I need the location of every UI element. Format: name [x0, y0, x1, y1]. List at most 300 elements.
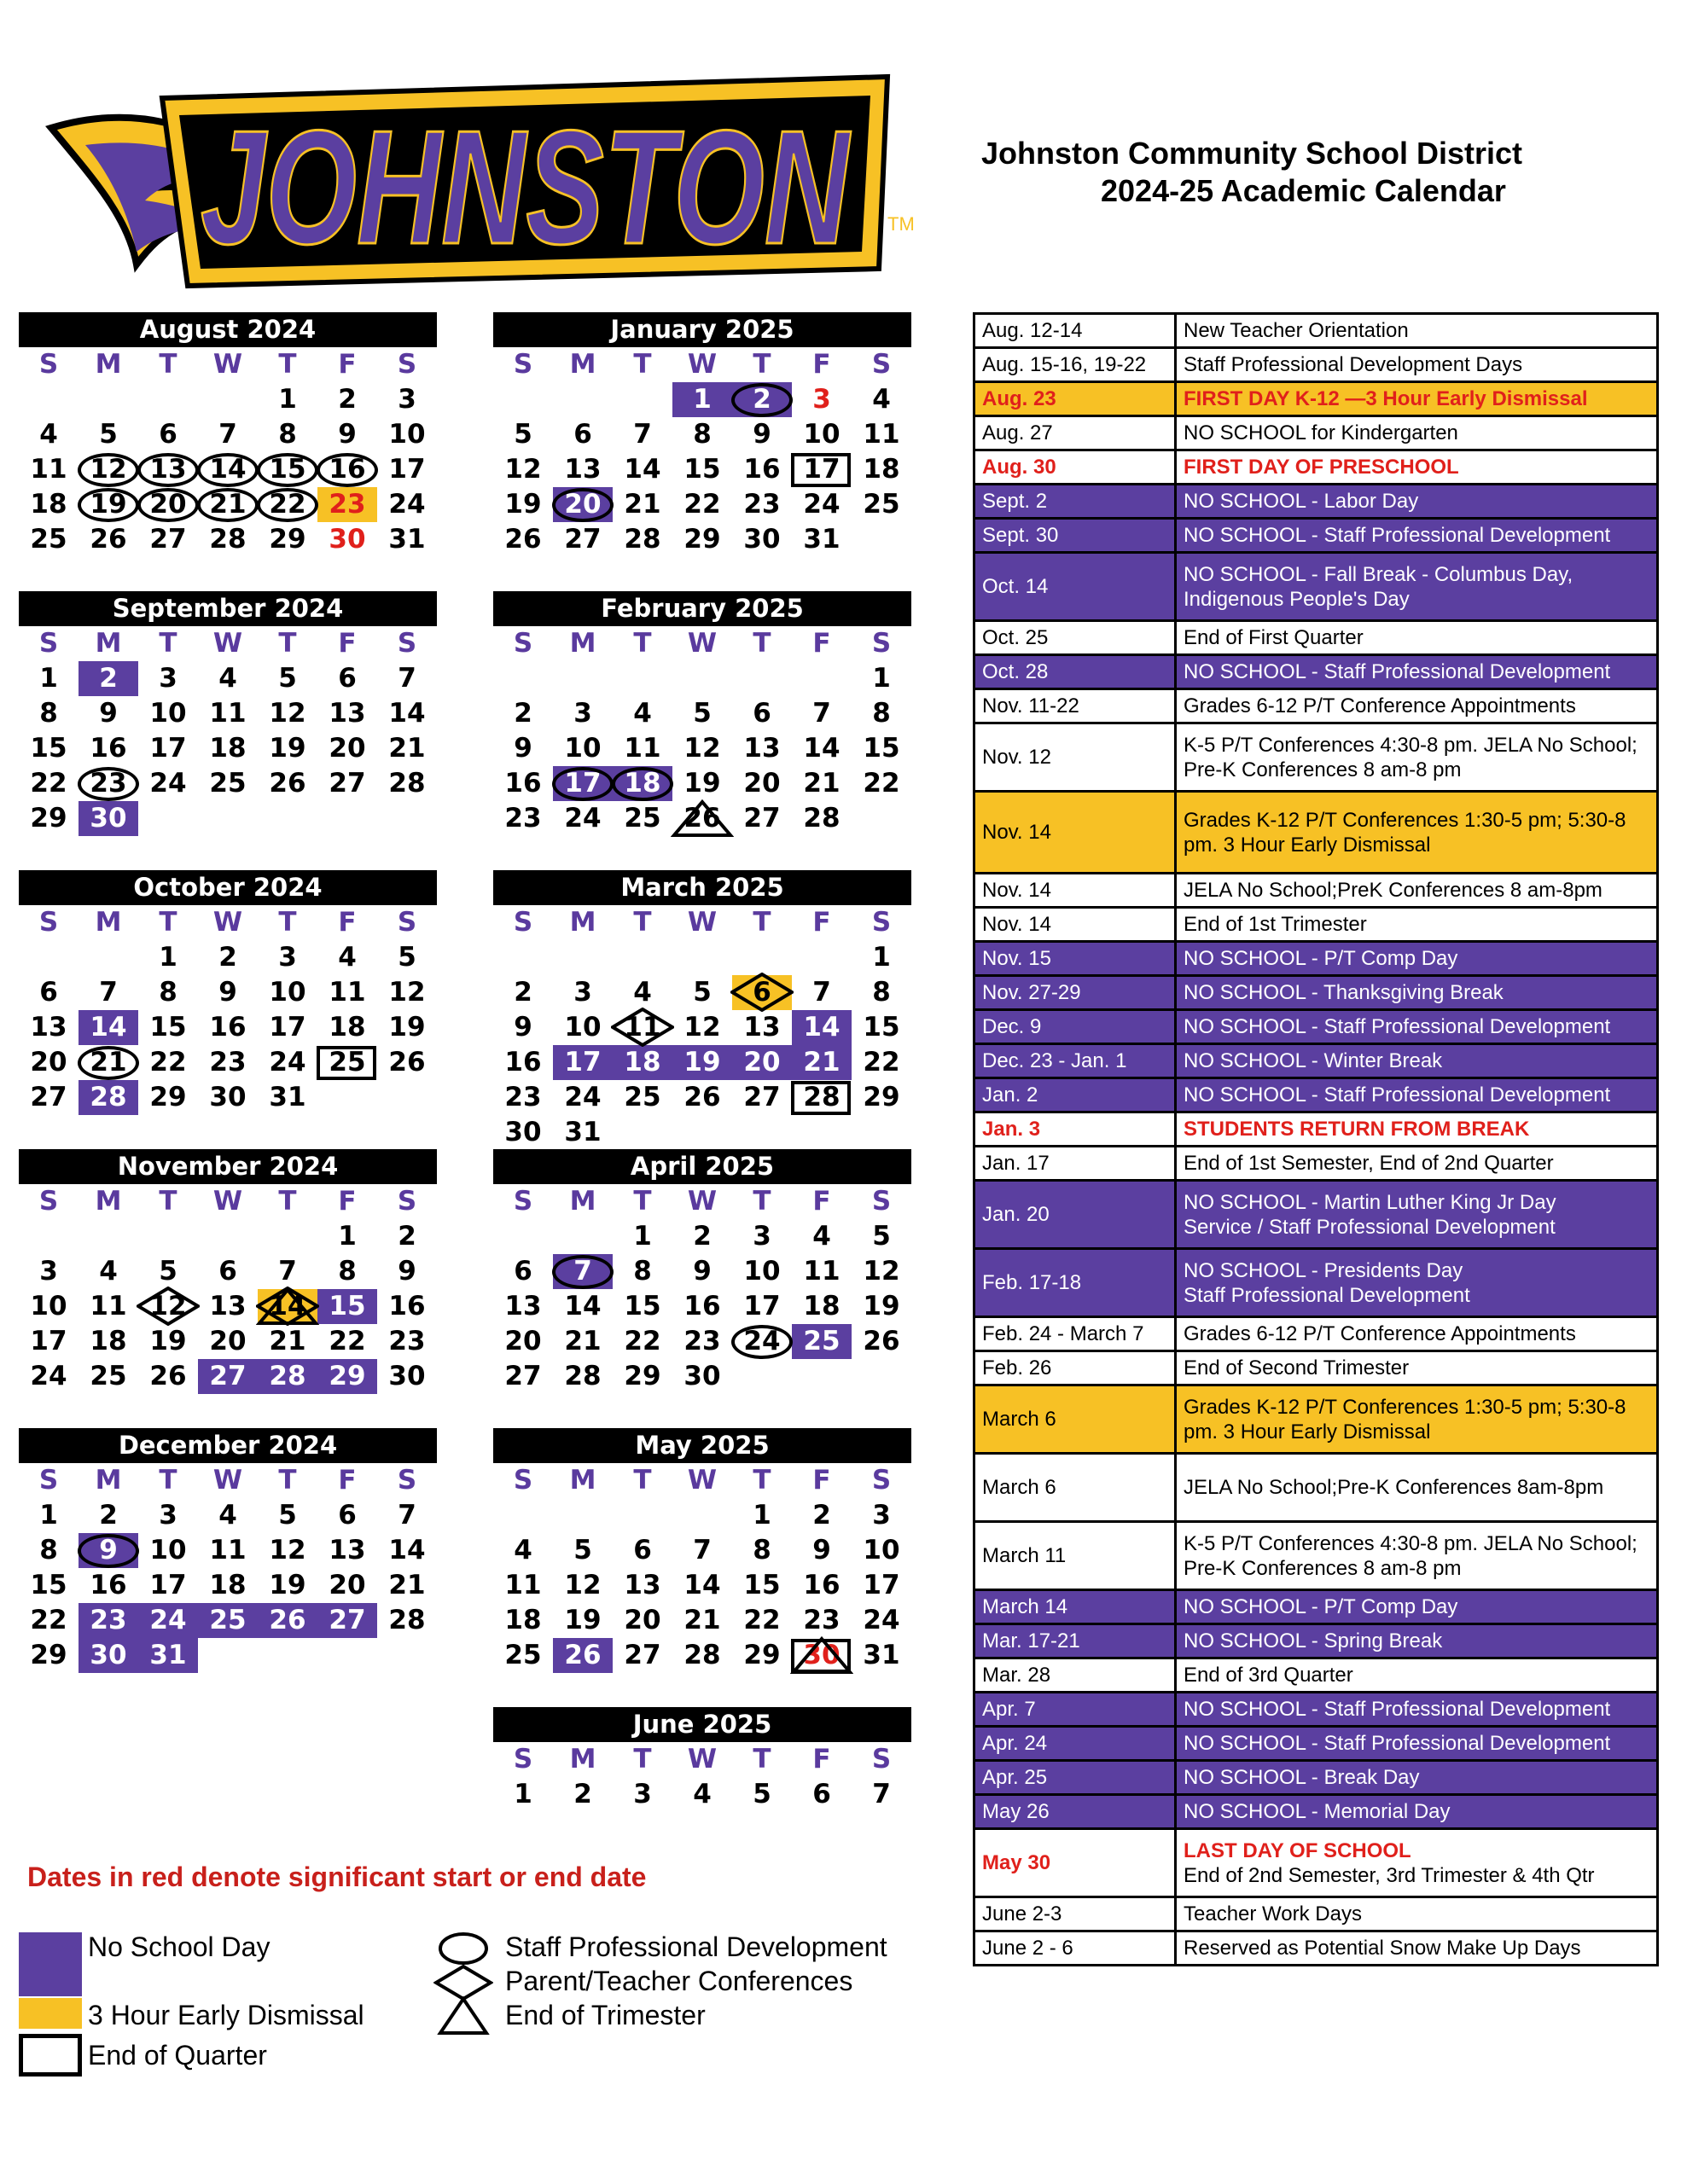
calendar-day: 8 [753, 1535, 771, 1565]
calendar-day: 17 [803, 454, 840, 485]
calendar-day: 8 [693, 419, 712, 450]
calendar-day: 31 [863, 1640, 900, 1670]
calendar-day: 30 [388, 1361, 426, 1391]
weekday-label: W [212, 1186, 243, 1217]
calendar-day: 28 [624, 524, 661, 555]
calendar-day: 4 [633, 977, 652, 1008]
calendar-day: 29 [743, 1640, 781, 1670]
calendar-day: 17 [388, 454, 426, 485]
weekday-label: M [95, 1465, 122, 1496]
calendar-day: 16 [803, 1570, 840, 1600]
month-title: May 2025 [493, 1428, 911, 1463]
calendar-day: 22 [329, 1326, 366, 1356]
calendar-day: 6 [753, 698, 771, 729]
calendar-day: 19 [149, 1326, 187, 1356]
calendar-day: 31 [388, 524, 426, 555]
event-description: NO SCHOOL - Staff Professional Development [1176, 1727, 1658, 1761]
calendar-day: 28 [269, 1361, 306, 1391]
weekday-label: W [687, 349, 718, 380]
event-description: NO SCHOOL - Spring Break [1176, 1624, 1658, 1658]
weekday-label: T [159, 907, 177, 938]
calendar-day: 10 [30, 1291, 67, 1321]
calendar-day: 17 [743, 1291, 781, 1321]
month-title: October 2024 [19, 870, 437, 905]
weekday-label: W [687, 628, 718, 659]
calendar-day: 2 [218, 942, 237, 973]
weekday-label: F [338, 349, 357, 380]
calendar-day: 1 [872, 663, 891, 694]
event-row [974, 1317, 1658, 1351]
calendar-day: 6 [514, 1256, 532, 1287]
event-date: June 2-3 [974, 1897, 1176, 1931]
weekday-label: W [687, 1465, 718, 1496]
event-row [974, 792, 1658, 874]
calendar-day: 14 [388, 698, 426, 729]
calendar-day: 9 [338, 419, 357, 450]
event-date: Nov. 14 [974, 874, 1176, 908]
event-description: K-5 P/T Conferences 4:30-8 pm. JELA No School; Pre-K Conferences 8 am-8 pm [1176, 723, 1658, 792]
calendar-day: 26 [564, 1640, 602, 1670]
calendar-day: 15 [863, 733, 900, 764]
event-date: Dec. 9 [974, 1010, 1176, 1044]
calendar-day: 24 [388, 489, 426, 520]
calendar-day: 11 [209, 698, 247, 729]
calendar-day: 17 [269, 1012, 306, 1043]
event-row [974, 1829, 1658, 1897]
calendar-day: 18 [209, 1570, 247, 1600]
weekday-label: T [278, 349, 297, 380]
calendar-day: 13 [624, 1570, 661, 1600]
calendar-day: 23 [388, 1326, 426, 1356]
legend-no-school: No School Day [88, 1931, 270, 1962]
calendar-day: 11 [209, 1535, 247, 1565]
calendar-day: 29 [863, 1082, 900, 1112]
calendar-day: 24 [149, 768, 187, 799]
calendar-day: 6 [633, 1535, 652, 1565]
weekday-label: W [212, 907, 243, 938]
weekday-label: S [38, 1186, 59, 1217]
weekday-label: T [753, 1744, 771, 1774]
event-description: JELA No School;PreK Conferences 8 am-8pm [1176, 874, 1658, 908]
calendar-day: 15 [329, 1291, 366, 1321]
event-description: NO SCHOOL - Fall Break - Columbus Day, Indigenous People's Day [1176, 553, 1658, 621]
calendar-day: 11 [624, 733, 661, 764]
weekday-label: T [633, 1186, 652, 1217]
calendar-day: 25 [504, 1640, 542, 1670]
weekday-label: S [38, 349, 59, 380]
event-row [974, 1624, 1658, 1658]
calendar-day: 21 [388, 733, 426, 764]
weekday-label: S [38, 628, 59, 659]
calendar-day: 15 [269, 454, 306, 485]
event-date: Mar. 28 [974, 1658, 1176, 1693]
calendar-day: 1 [514, 1779, 532, 1809]
calendar-day: 14 [683, 1570, 721, 1600]
legend-staff-pd: Staff Professional Development [505, 1931, 887, 1962]
calendar-day: 21 [803, 768, 840, 799]
calendar-day: 29 [30, 1640, 67, 1670]
calendar-day: 12 [90, 454, 127, 485]
month-calendar [493, 312, 911, 557]
legend-end-of-quarter: End of Quarter [88, 2040, 267, 2071]
event-row [974, 1112, 1658, 1147]
weekday-label: S [513, 907, 533, 938]
calendar-day: 15 [624, 1291, 661, 1321]
calendar-day: 24 [564, 1082, 602, 1112]
calendar-day: 21 [269, 1326, 306, 1356]
weekday-label: M [95, 907, 122, 938]
johnston-logo [34, 68, 922, 299]
event-row [974, 1249, 1658, 1317]
weekday-label: F [812, 349, 831, 380]
month-title: September 2024 [19, 591, 437, 626]
calendar-day: 7 [99, 977, 118, 1008]
calendar-day: 9 [693, 1256, 712, 1287]
weekday-label: W [687, 907, 718, 938]
weekday-label: T [633, 349, 652, 380]
calendar-day: 27 [504, 1361, 542, 1391]
calendar-day: 4 [99, 1256, 118, 1287]
calendar-day: 9 [753, 419, 771, 450]
month-grid [19, 1184, 437, 1394]
calendar-day: 31 [269, 1082, 306, 1112]
weekday-label: S [397, 1465, 417, 1496]
calendar-day: 4 [218, 663, 237, 694]
calendar-day: 2 [693, 1221, 712, 1252]
legend-end-of-trimester: End of Trimester [505, 2000, 706, 2030]
calendar-day: 20 [329, 1570, 366, 1600]
weekday-label: T [159, 349, 177, 380]
weekday-label: T [753, 1465, 771, 1496]
calendar-day: 31 [564, 1117, 602, 1147]
event-description: NO SCHOOL for Kindergarten [1176, 416, 1658, 450]
event-row [974, 1010, 1658, 1044]
calendar-day: 5 [278, 663, 297, 694]
event-row [974, 874, 1658, 908]
event-description: Reserved as Potential Snow Make Up Days [1176, 1931, 1658, 1966]
event-description: NO SCHOOL - Staff Professional Development [1176, 1010, 1658, 1044]
calendar-day: 19 [269, 733, 306, 764]
weekday-label: F [812, 1744, 831, 1774]
calendar-day: 6 [753, 977, 771, 1008]
event-row [974, 416, 1658, 450]
month-grid [19, 1463, 437, 1673]
calendar-day: 25 [863, 489, 900, 520]
event-date: Apr. 24 [974, 1727, 1176, 1761]
calendar-day: 23 [329, 489, 366, 520]
calendar-day: 22 [863, 1047, 900, 1077]
calendar-day: 19 [388, 1012, 426, 1043]
calendar-day: 17 [149, 733, 187, 764]
calendar-heading [981, 135, 1579, 210]
calendar-day: 30 [743, 524, 781, 555]
calendar-day: 25 [329, 1047, 366, 1077]
calendar-day: 31 [149, 1640, 187, 1670]
calendar-day: 22 [743, 1605, 781, 1635]
calendar-day: 23 [209, 1047, 247, 1077]
event-date: March 11 [974, 1522, 1176, 1590]
calendar-day: 19 [269, 1570, 306, 1600]
calendar-day: 9 [218, 977, 237, 1008]
legend-quarter-box [19, 2034, 82, 2077]
event-row [974, 1727, 1658, 1761]
calendar-day: 16 [90, 1570, 127, 1600]
calendar-day: 12 [683, 1012, 721, 1043]
calendar-day: 30 [209, 1082, 247, 1112]
event-description: NO SCHOOL - Staff Professional Development [1176, 1078, 1658, 1112]
calendar-day: 8 [278, 419, 297, 450]
weekday-label: S [871, 349, 892, 380]
calendar-day: 8 [338, 1256, 357, 1287]
event-date: Sept. 30 [974, 519, 1176, 553]
event-row [974, 1385, 1658, 1454]
calendar-day: 6 [812, 1779, 831, 1809]
calendar-day: 29 [30, 803, 67, 834]
calendar-day: 7 [693, 1535, 712, 1565]
calendar-day: 26 [269, 1605, 306, 1635]
month-grid [19, 347, 437, 557]
event-row [974, 314, 1658, 348]
weekday-label: F [338, 1465, 357, 1496]
calendar-day: 13 [329, 1535, 366, 1565]
weekday-label: T [159, 1186, 177, 1217]
calendar-day: 4 [872, 384, 891, 415]
event-description: End of 1st Trimester [1176, 908, 1658, 942]
calendar-day: 18 [329, 1012, 366, 1043]
calendar-day: 27 [149, 524, 187, 555]
calendar-day: 6 [218, 1256, 237, 1287]
event-description: NO SCHOOL - Presidents Day Staff Professional Development [1176, 1249, 1658, 1317]
month-grid [493, 905, 911, 1150]
event-row [974, 1795, 1658, 1829]
event-date: June 2 - 6 [974, 1931, 1176, 1966]
event-description: Grades K-12 P/T Conferences 1:30-5 pm; 5:30-8 pm. 3 Hour Early Dismissal [1176, 1385, 1658, 1454]
calendar-day: 23 [743, 489, 781, 520]
event-date: Nov. 27-29 [974, 976, 1176, 1010]
calendar-day: 3 [159, 663, 177, 694]
event-date: May 26 [974, 1795, 1176, 1829]
calendar-day: 28 [388, 768, 426, 799]
calendar-day: 16 [329, 454, 366, 485]
event-description: Grades 6-12 P/T Conference Appointments [1176, 1317, 1658, 1351]
weekday-label: S [871, 1465, 892, 1496]
district-name: Johnston Community School District [981, 136, 1523, 171]
calendar-day: 3 [872, 1500, 891, 1531]
calendar-day: 4 [218, 1500, 237, 1531]
event-row [974, 1658, 1658, 1693]
calendar-day: 10 [863, 1535, 900, 1565]
event-row [974, 1761, 1658, 1795]
calendar-day: 13 [504, 1291, 542, 1321]
calendar-day: 3 [573, 977, 592, 1008]
calendar-day: 28 [209, 524, 247, 555]
calendar-day: 25 [803, 1326, 840, 1356]
calendar-day: 12 [863, 1256, 900, 1287]
event-description: STUDENTS RETURN FROM BREAK [1176, 1112, 1658, 1147]
event-description: Staff Professional Development Days [1176, 348, 1658, 382]
event-date: Aug. 15-16, 19-22 [974, 348, 1176, 382]
event-description: Teacher Work Days [1176, 1897, 1658, 1931]
calendar-day: 30 [90, 1640, 127, 1670]
weekday-label: M [569, 349, 596, 380]
calendar-day: 21 [803, 1047, 840, 1077]
calendar-day: 27 [743, 803, 781, 834]
calendar-day: 2 [99, 663, 118, 694]
calendar-day: 29 [683, 524, 721, 555]
calendar-day: 6 [573, 419, 592, 450]
calendar-day: 1 [693, 384, 712, 415]
calendar-day: 10 [149, 1535, 187, 1565]
calendar-day: 22 [269, 489, 306, 520]
month-grid [493, 1184, 911, 1394]
month-calendar [19, 591, 437, 836]
calendar-day: 3 [753, 1221, 771, 1252]
weekday-label: T [159, 628, 177, 659]
calendar-day: 2 [338, 384, 357, 415]
month-calendar [493, 1149, 911, 1394]
weekday-label: M [95, 349, 122, 380]
event-date: Nov. 14 [974, 792, 1176, 874]
calendar-day: 18 [624, 768, 661, 799]
weekday-label: T [753, 1186, 771, 1217]
calendar-day: 18 [624, 1047, 661, 1077]
calendar-day: 28 [803, 1082, 840, 1112]
calendar-day: 5 [514, 419, 532, 450]
calendar-day: 20 [149, 489, 187, 520]
event-date: March 14 [974, 1590, 1176, 1624]
calendar-day: 10 [149, 698, 187, 729]
calendar-day: 28 [90, 1082, 127, 1112]
weekday-label: W [212, 628, 243, 659]
month-title: December 2024 [19, 1428, 437, 1463]
calendar-day: 16 [683, 1291, 721, 1321]
calendar-day: 28 [683, 1640, 721, 1670]
calendar-day: 12 [269, 1535, 306, 1565]
calendar-day: 17 [564, 1047, 602, 1077]
calendar-day: 9 [398, 1256, 416, 1287]
calendar-day: 5 [398, 942, 416, 973]
month-calendar [493, 1428, 911, 1673]
calendar-day: 5 [872, 1221, 891, 1252]
legend-triangle-icon [437, 1996, 490, 2036]
calendar-day: 27 [329, 768, 366, 799]
weekday-label: S [397, 907, 417, 938]
calendar-day: 21 [683, 1605, 721, 1635]
month-title: March 2025 [493, 870, 911, 905]
event-description: NO SCHOOL - P/T Comp Day [1176, 942, 1658, 976]
calendar-day: 12 [683, 733, 721, 764]
calendar-day: 14 [388, 1535, 426, 1565]
logo-trademark: TM [887, 213, 915, 235]
calendar-day: 30 [90, 803, 127, 834]
event-date: Oct. 25 [974, 621, 1176, 655]
weekday-label: M [569, 1744, 596, 1774]
calendar-day: 19 [683, 768, 721, 799]
calendar-title: 2024-25 Academic Calendar [1101, 173, 1506, 208]
event-description: Grades K-12 P/T Conferences 1:30-5 pm; 5:30-8 pm. 3 Hour Early Dismissal [1176, 792, 1658, 874]
calendar-day: 13 [564, 454, 602, 485]
event-row [974, 723, 1658, 792]
event-date: Nov. 12 [974, 723, 1176, 792]
calendar-day: 10 [564, 1012, 602, 1043]
calendar-day: 1 [753, 1500, 771, 1531]
event-description: End of 1st Semester, End of 2nd Quarter [1176, 1147, 1658, 1181]
month-title: November 2024 [19, 1149, 437, 1184]
event-date: March 6 [974, 1454, 1176, 1522]
calendar-day: 28 [388, 1605, 426, 1635]
weekday-label: T [633, 907, 652, 938]
calendar-day: 2 [812, 1500, 831, 1531]
month-grid [493, 1742, 911, 1812]
calendar-day: 13 [209, 1291, 247, 1321]
event-date: Jan. 2 [974, 1078, 1176, 1112]
calendar-day: 5 [159, 1256, 177, 1287]
calendar-day: 20 [30, 1047, 67, 1077]
calendar-day: 20 [624, 1605, 661, 1635]
calendar-day: 3 [39, 1256, 58, 1287]
weekday-label: T [753, 349, 771, 380]
calendar-day: 18 [30, 489, 67, 520]
month-grid [19, 905, 437, 1115]
weekday-label: F [338, 628, 357, 659]
calendar-day: 7 [573, 1256, 592, 1287]
calendar-day: 10 [803, 419, 840, 450]
calendar-day: 5 [99, 419, 118, 450]
calendar-day: 5 [573, 1535, 592, 1565]
calendar-day: 4 [693, 1779, 712, 1809]
event-description: NO SCHOOL - Labor Day [1176, 485, 1658, 519]
event-row [974, 689, 1658, 723]
calendar-day: 5 [693, 977, 712, 1008]
calendar-day: 29 [329, 1361, 366, 1391]
calendar-day: 18 [863, 454, 900, 485]
weekday-label: S [871, 1186, 892, 1217]
event-row [974, 1522, 1658, 1590]
legend-conferences: Parent/Teacher Conferences [505, 1966, 853, 1996]
calendar-day: 3 [159, 1500, 177, 1531]
month-title: August 2024 [19, 312, 437, 347]
calendar-day: 23 [504, 803, 542, 834]
calendar-day: 27 [743, 1082, 781, 1112]
calendar-day: 29 [624, 1361, 661, 1391]
month-title: January 2025 [493, 312, 911, 347]
event-row [974, 1044, 1658, 1078]
calendar-day: 20 [743, 768, 781, 799]
weekday-label: S [513, 628, 533, 659]
calendar-day: 6 [338, 663, 357, 694]
weekday-label: F [338, 907, 357, 938]
calendar-day: 25 [90, 1361, 127, 1391]
legend-purple-swatch [19, 1932, 82, 1996]
event-description: New Teacher Orientation [1176, 314, 1658, 348]
calendar-day: 19 [863, 1291, 900, 1321]
calendar-day: 9 [99, 1535, 118, 1565]
calendar-day: 20 [209, 1326, 247, 1356]
calendar-day: 16 [90, 733, 127, 764]
weekday-label: M [95, 628, 122, 659]
calendar-day: 22 [149, 1047, 187, 1077]
event-date: Nov. 11-22 [974, 689, 1176, 723]
event-row [974, 1454, 1658, 1522]
calendar-day: 7 [872, 1779, 891, 1809]
calendar-day: 2 [514, 977, 532, 1008]
calendar-day: 17 [149, 1570, 187, 1600]
calendar-day: 17 [30, 1326, 67, 1356]
event-date: Jan. 20 [974, 1181, 1176, 1249]
calendar-day: 15 [683, 454, 721, 485]
event-date: March 6 [974, 1385, 1176, 1454]
event-description: NO SCHOOL - Thanksgiving Break [1176, 976, 1658, 1010]
